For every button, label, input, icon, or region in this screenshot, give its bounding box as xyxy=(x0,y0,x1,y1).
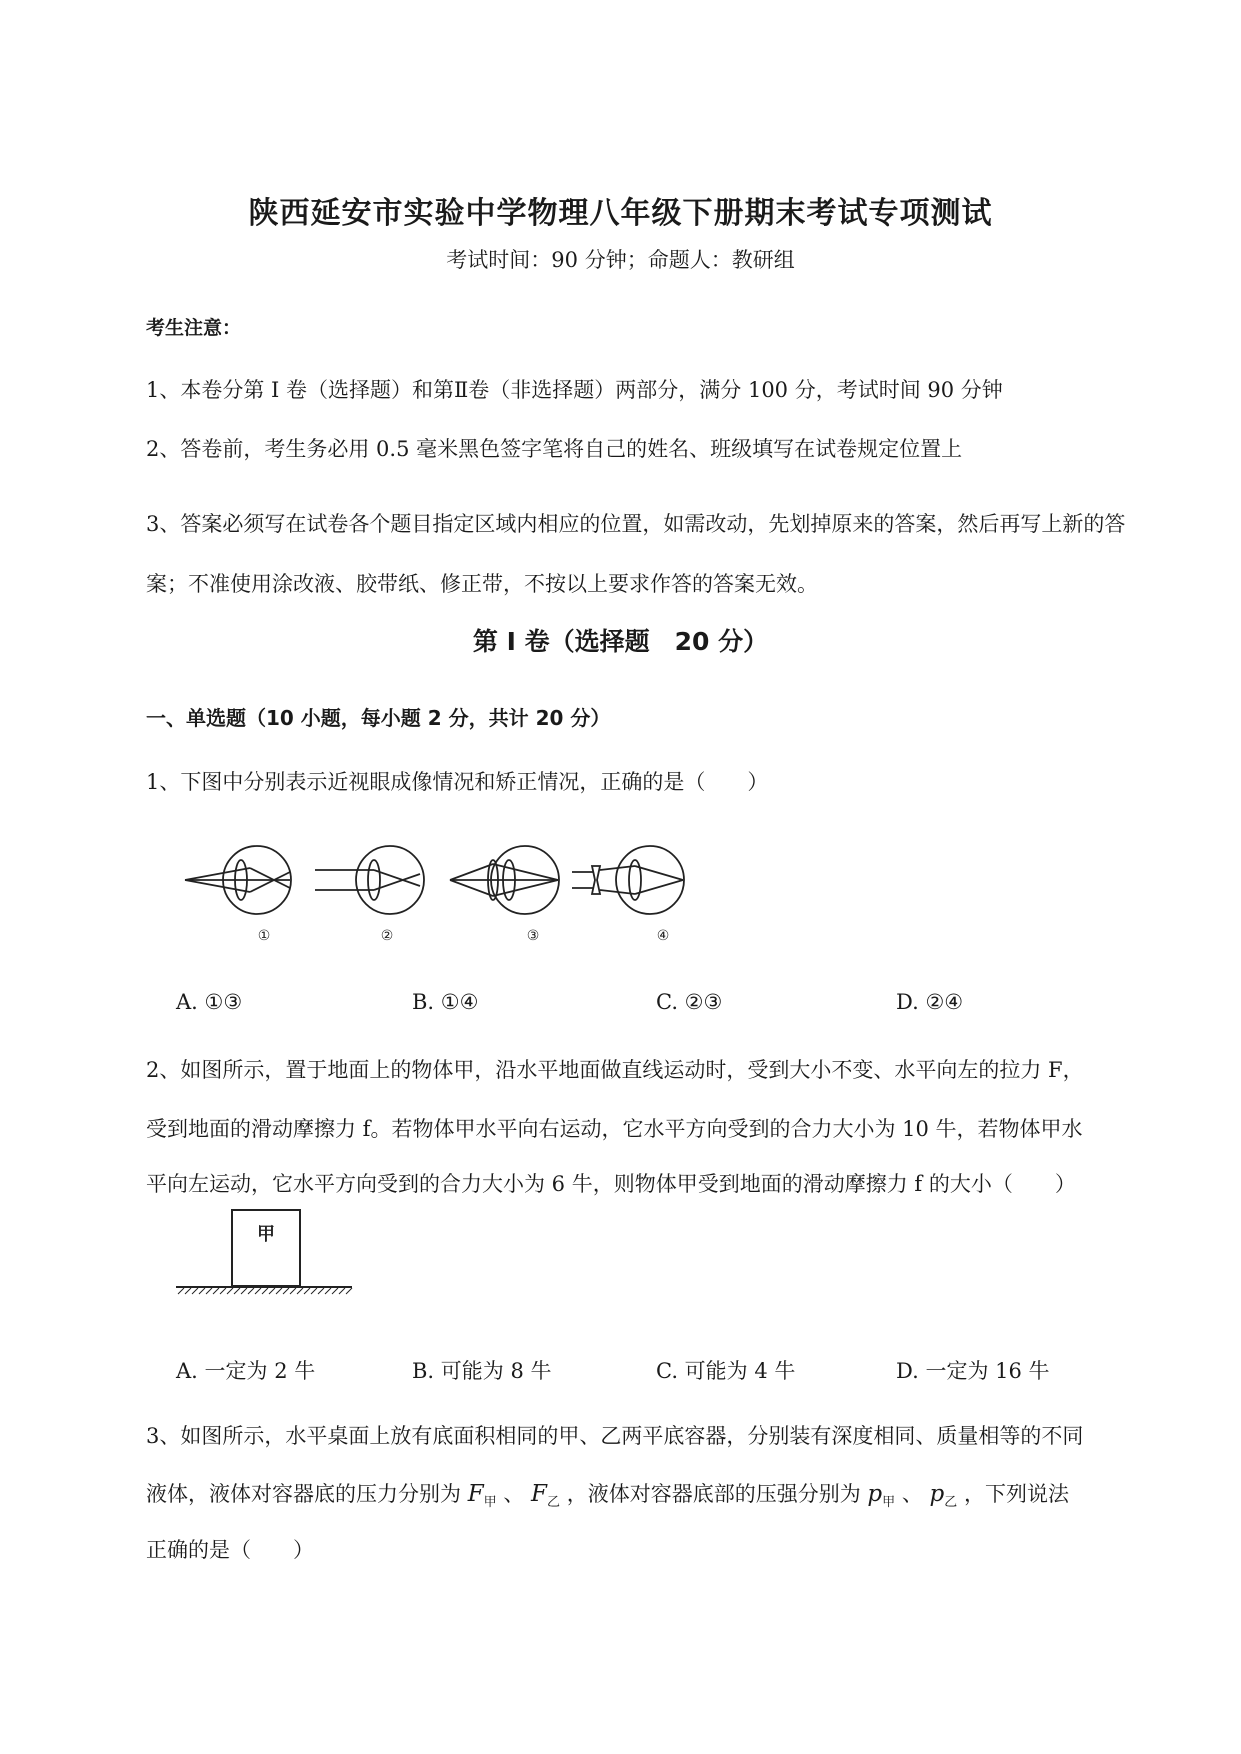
question-2-stem-line-2: 受到地面的滑动摩擦力 f。若物体甲水平向右运动，它水平方向受到的合力大小为 10 牛，若物体甲水 xyxy=(146,1117,1083,1141)
block-label: 甲 xyxy=(257,1224,275,1245)
separator: 、 xyxy=(901,1482,923,1506)
eye-1 xyxy=(185,846,291,914)
q3-text-b: ，液体对容器底部的压强分别为 xyxy=(566,1482,861,1506)
eye-2 xyxy=(315,846,424,914)
force-jia-symbol: $F_甲$ xyxy=(467,1481,497,1510)
notice-item-1: 1、本卷分第 I 卷（选择题）和第Ⅱ卷（非选择题）两部分，满分 100 分，考试时间 90 分钟 xyxy=(146,378,1003,402)
q3-text-c: ，下列说法 xyxy=(963,1482,1069,1506)
option-b[interactable]: B. ①④ xyxy=(412,990,479,1014)
page-title: 陕西延安市实验中学物理八年级下册期末考试专项测试 xyxy=(248,196,993,231)
separator: 、 xyxy=(503,1482,525,1506)
question-2-stem-line-3: 平向左运动，它水平方向受到的合力大小为 6 牛，则物体甲受到地面的滑动摩擦力 f 的大小（ ） xyxy=(146,1172,1076,1196)
eye-4 xyxy=(572,846,684,914)
block-on-ground-figure xyxy=(176,1208,360,1296)
question-3-stem-line-3: 正确的是（ ） xyxy=(146,1538,314,1562)
option-a[interactable]: A. 一定为 2 牛 xyxy=(176,1359,316,1383)
option-c[interactable]: C. 可能为 4 牛 xyxy=(656,1359,796,1383)
option-d[interactable]: D. 一定为 16 牛 xyxy=(896,1359,1050,1383)
section-title: 第 I 卷（选择题 20 分） xyxy=(472,627,769,656)
question-group-heading: 一、单选题（10 小题，每小题 2 分，共计 20 分） xyxy=(146,706,611,730)
option-c[interactable]: C. ②③ xyxy=(656,990,723,1014)
eye-label-1: ① xyxy=(257,928,271,944)
eye-label-2: ② xyxy=(380,928,394,944)
notice-item-2: 2、答卷前，考生务必用 0.5 毫米黑色签字笔将自己的姓名、班级填写在试卷规定位置上 xyxy=(146,437,963,461)
q3-text-a: 液体，液体对容器底的压力分别为 xyxy=(146,1482,461,1506)
notice-heading: 考生注意： xyxy=(146,317,242,339)
question-3-stem-line-1: 3、如图所示，水平桌面上放有底面积相同的甲、乙两平底容器，分别装有深度相同、质量相等的不同 xyxy=(146,1424,1084,1448)
question-1-stem: 1、下图中分别表示近视眼成像情况和矫正情况，正确的是（ ） xyxy=(146,770,769,794)
option-b[interactable]: B. 可能为 8 牛 xyxy=(412,1359,552,1383)
notice-item-3: 3、答案必须写在试卷各个题目指定区域内相应的位置，如需改动，先划掉原来的答案，然后再写上新的答案；不准使用涂改液、胶带纸、修正带，不按以上要求作答的答案无效。 xyxy=(146,512,1126,596)
question-2-stem-line-1: 2、如图所示，置于地面上的物体甲，沿水平地面做直线运动时，受到大小不变、水平向左的拉力 F， xyxy=(146,1058,1084,1082)
pressure-jia-symbol: $p_甲$ xyxy=(867,1481,896,1510)
eye-3 xyxy=(450,846,559,914)
exam-info: 考试时间：90 分钟；命题人：教研组 xyxy=(446,248,795,272)
pressure-yi-symbol: $p_乙$ xyxy=(929,1481,958,1510)
eye-diagram-figure xyxy=(180,840,720,950)
option-a[interactable]: A. ①③ xyxy=(176,990,243,1014)
eye-label-3: ③ xyxy=(526,928,540,944)
force-yi-symbol: $F_乙$ xyxy=(531,1481,561,1510)
option-d[interactable]: D. ②④ xyxy=(896,990,964,1014)
eye-label-4: ④ xyxy=(656,928,670,944)
